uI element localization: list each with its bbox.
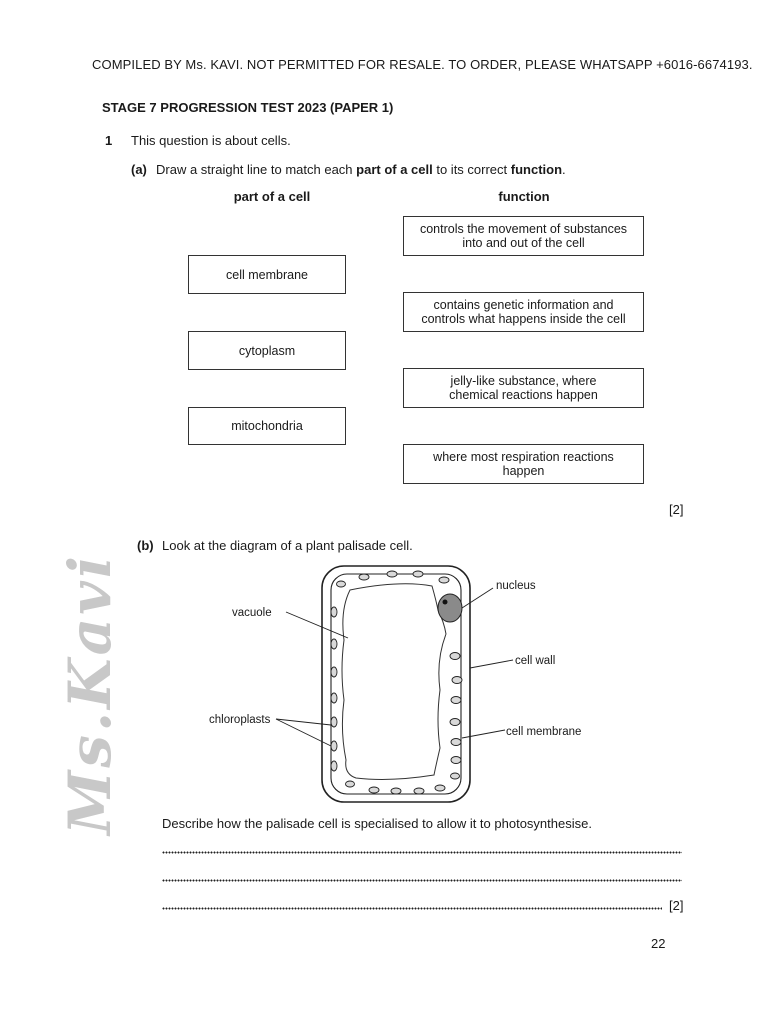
- chloroplast: [331, 717, 337, 727]
- chloroplast: [331, 741, 337, 751]
- chloroplast: [387, 571, 397, 577]
- function-box-jelly-like-substance[interactable]: [403, 368, 644, 408]
- part-box-cytoplasm[interactable]: cytoplasm: [188, 331, 346, 370]
- chloroplast: [331, 639, 337, 649]
- part-a-marks: [2]: [669, 502, 684, 517]
- chloroplast: [451, 757, 461, 764]
- function-text-line: where most respiration reactions: [433, 450, 614, 464]
- column-heading-part: part of a cell: [233, 189, 311, 204]
- chloroplast: [346, 781, 355, 787]
- chloroplast: [435, 785, 445, 791]
- part-b-instruction: Look at the diagram of a plant palisade cell.: [162, 538, 413, 553]
- page-number: 22: [651, 936, 666, 951]
- chloroplast: [337, 581, 346, 587]
- nucleolus-dot: [443, 600, 448, 605]
- function-text-line: contains genetic information and: [433, 298, 614, 312]
- part-box-cell-membrane[interactable]: cell membrane: [188, 255, 346, 294]
- function-text-line: happen: [502, 464, 545, 478]
- chloroplast: [450, 653, 460, 660]
- part-a-label: (a): [131, 162, 147, 177]
- part-b-label: (b): [137, 538, 154, 553]
- chloroplast: [413, 571, 423, 577]
- function-text-line: into and out of the cell: [462, 236, 585, 250]
- answer-line-3[interactable]: [162, 907, 662, 913]
- test-title: STAGE 7 PROGRESSION TEST 2023 (PAPER 1): [102, 100, 394, 115]
- question-intro: This question is about cells.: [131, 133, 291, 148]
- function-text-line: chemical reactions happen: [449, 388, 598, 402]
- chloroplast: [451, 739, 461, 746]
- chloroplast: [369, 787, 379, 793]
- instruction-bold-part: part of a cell: [356, 162, 433, 177]
- chloroplast: [439, 577, 449, 583]
- instruction-text: .: [562, 162, 566, 177]
- function-text-line: jelly-like substance, where: [450, 374, 597, 388]
- chloroplast: [451, 773, 460, 779]
- question-number: 1: [105, 133, 113, 148]
- watermark: Ms.Kavi: [56, 553, 124, 835]
- part-a-instruction: [156, 162, 566, 177]
- chloroplast: [450, 719, 460, 726]
- label-nucleus: nucleus: [496, 580, 536, 592]
- part-b-marks: [2]: [669, 898, 684, 913]
- label-cell-membrane: cell membrane: [506, 726, 582, 738]
- nucleus-shape: [438, 594, 462, 622]
- instruction-text: to its correct: [432, 162, 511, 177]
- cell-wall-leader: [470, 660, 513, 668]
- chloroplast: [414, 788, 424, 794]
- chloroplast: [331, 607, 337, 617]
- label-vacuole: vacuole: [232, 607, 272, 619]
- column-heading-function: function: [498, 189, 550, 204]
- chloroplast: [391, 788, 401, 794]
- page-header: COMPILED BY Ms. KAVI. NOT PERMITTED FOR RESALE. TO ORDER, PLEASE WHATSAPP +6016-6674193.: [92, 57, 753, 72]
- answer-line-1[interactable]: [162, 851, 682, 857]
- function-box-genetic-information[interactable]: [403, 292, 644, 332]
- instruction-text: Draw a straight line to match each: [156, 162, 357, 177]
- function-box-respiration[interactable]: [403, 444, 644, 484]
- label-chloroplasts: chloroplasts: [209, 714, 271, 726]
- part-box-mitochondria[interactable]: mitochondria: [188, 407, 346, 445]
- function-box-controls-movement[interactable]: [403, 216, 644, 256]
- part-b-question: Describe how the palisade cell is specialised to allow it to photosynthesise.: [162, 816, 592, 831]
- function-text-line: controls what happens inside the cell: [421, 312, 626, 326]
- answer-line-2[interactable]: [162, 879, 682, 885]
- chloroplast: [331, 693, 337, 703]
- instruction-bold-function: function: [510, 162, 563, 177]
- chloroplast: [359, 574, 369, 580]
- chloroplast: [331, 761, 337, 771]
- function-text-line: controls the movement of substances: [419, 222, 628, 236]
- chloroplast: [331, 667, 337, 677]
- label-cell-wall: cell wall: [515, 655, 556, 667]
- chloroplast: [452, 677, 462, 684]
- palisade-cell-diagram: [200, 560, 600, 810]
- chloroplast: [451, 697, 461, 704]
